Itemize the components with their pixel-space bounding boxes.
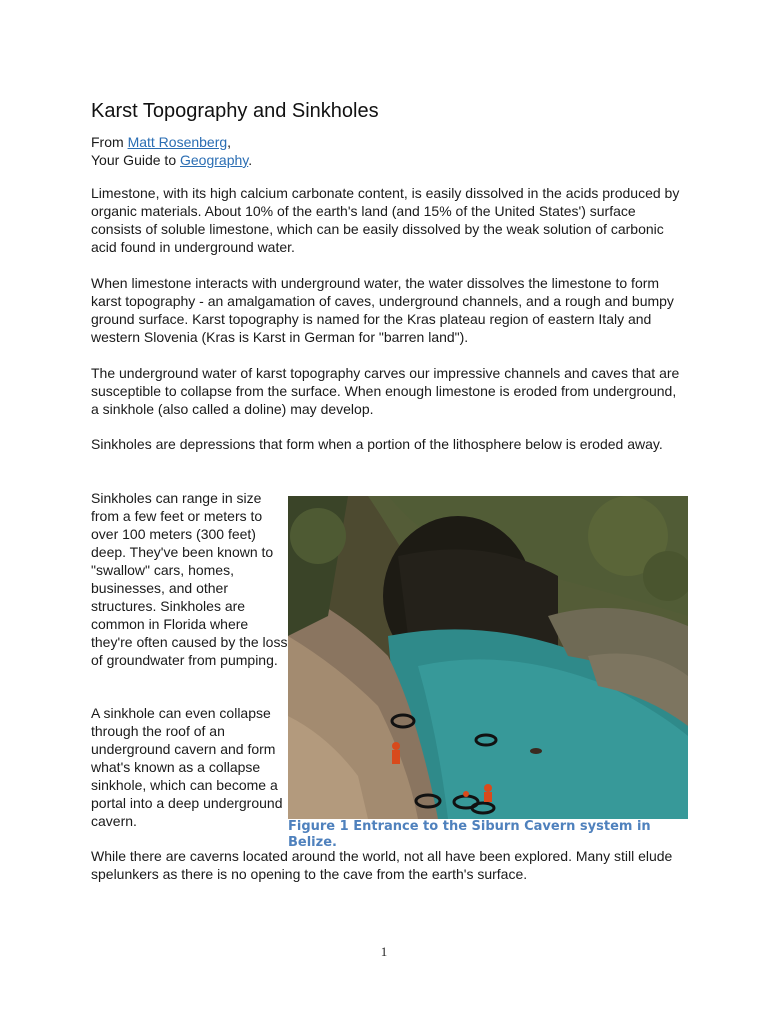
paragraph-caverns: While there are caverns located around the world, not all have been explored. Many still elude spelunkers as there is no opening to the cave from the earth's surface. <box>91 848 673 882</box>
page-title: Karst Topography and Sinkholes <box>91 100 379 122</box>
paragraph-limestone: Limestone, with its high calcium carbonate content, is easily dissolved in the acids produced by organic materials. About 10% of the earth's land (and 15% of the United States') surface consists of soluble limestone, which can be easily dissolved by the weak solution of carbonic acid found in underground water. <box>91 185 680 255</box>
cavern-photo <box>288 496 688 819</box>
geography-link[interactable]: Geography <box>180 152 249 168</box>
paragraph-collapse-sinkhole: A sinkhole can even collapse through the roof of an underground cavern and form what's known as a collapse sinkhole, which can become a portal into a deep underground cavern. <box>91 705 283 829</box>
author-suffix: , <box>227 134 232 150</box>
paragraph-sinkhole-size: Sinkholes can range in size from a few feet or meters to over 100 meters (300 feet) deep. They've been known to "swallow" cars, homes, businesses, and other structures. Sinkholes are common in Florida where they're often caused by the loss of groundwater from pumping. <box>91 490 288 668</box>
figure-caption: Figure 1 Entrance to the Siburn Cavern system in Belize. <box>288 819 651 850</box>
guide-suffix: . <box>248 152 253 168</box>
author-line <box>91 133 252 151</box>
figure <box>288 496 688 851</box>
paragraph-karst: When limestone interacts with underground water, the water dissolves the limestone to form karst topography - an amalgamation of caves, underground channels, and a rough and bumpy ground surface. Karst topography is named for the Kras plateau region of eastern Italy and western Slovenia (Kras is Karst in German for "barren land"). <box>91 275 674 345</box>
paragraph-underground-water: The underground water of karst topography carves our impressive channels and caves that are susceptible to collapse from the surface. When enough limestone is eroded from underground, a sinkhole (also called a doline) may develop. <box>91 365 680 417</box>
paragraph-sinkhole-definition: Sinkholes are depressions that form when a portion of the lithosphere below is eroded away. <box>91 436 663 452</box>
author-link[interactable]: Matt Rosenberg <box>127 134 228 150</box>
guide-line <box>91 151 252 169</box>
from-prefix: From <box>91 134 128 150</box>
guide-prefix: Your Guide to <box>91 152 180 168</box>
byline <box>91 133 252 169</box>
page-number: 1 <box>380 944 388 959</box>
